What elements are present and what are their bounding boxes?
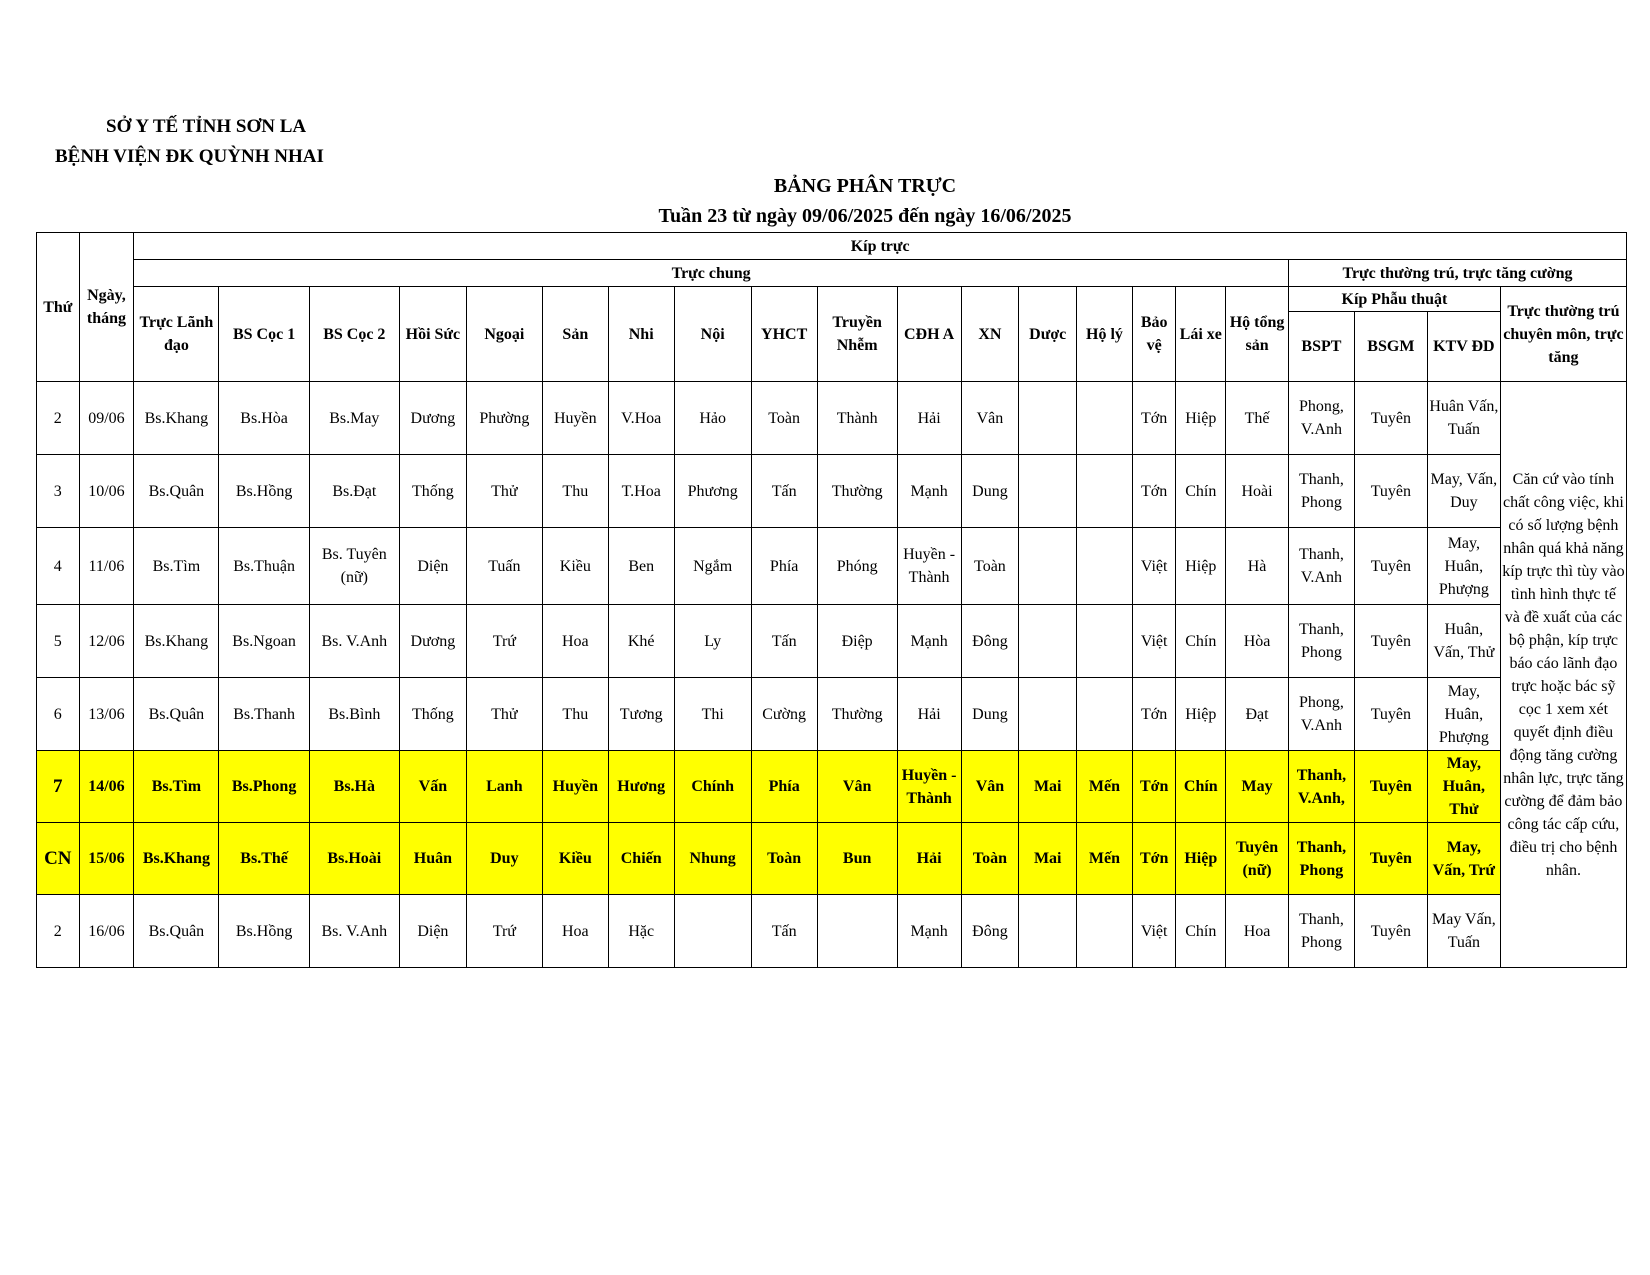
org-name-hospital: BỆNH VIỆN ĐK QUỲNH NHAI — [55, 146, 324, 167]
roster-cell — [1077, 605, 1133, 678]
header-truc-thuong-tru: Trực thường trú chuyên môn, trực tăng — [1500, 287, 1626, 382]
roster-cell: Bs.Hà — [309, 751, 399, 823]
roster-cell: Tớn — [1132, 678, 1176, 751]
cell-ngay: 14/06 — [79, 751, 134, 823]
roster-cell — [817, 895, 897, 968]
roster-cell: Vấn — [399, 751, 466, 823]
roster-cell: Tấn — [751, 455, 817, 528]
roster-cell: Duy — [466, 823, 542, 895]
roster-cell: Nhung — [674, 823, 751, 895]
roster-cell: Bs.Khang — [134, 382, 219, 455]
roster-cell: Thành — [817, 382, 897, 455]
header-col-13: Hộ lý — [1077, 287, 1133, 382]
roster-cell: Phong, V.Anh — [1288, 678, 1354, 751]
cell-ngay: 16/06 — [79, 895, 134, 968]
roster-cell: Chín — [1176, 751, 1226, 823]
roster-cell: Phía — [751, 528, 817, 605]
header-thu: Thứ — [37, 233, 80, 382]
roster-cell: Tuyên — [1354, 528, 1427, 605]
roster-cell: Vân — [961, 382, 1019, 455]
header-col-10: CĐH A — [897, 287, 961, 382]
roster-cell: Huân Vấn, Tuấn — [1427, 382, 1500, 455]
header-col-2: BS Cọc 2 — [309, 287, 399, 382]
roster-cell: Huân, Vấn, Thử — [1427, 605, 1500, 678]
table-row — [37, 678, 1627, 751]
roster-cell: Bs.Hồng — [219, 895, 309, 968]
roster-cell: Bs.Thế — [219, 823, 309, 895]
header-ngay-thang: Ngày, tháng — [79, 233, 134, 382]
roster-cell — [674, 895, 751, 968]
table-row — [37, 751, 1627, 823]
page-title: BẢNG PHÂN TRỰC — [773, 175, 957, 197]
roster-cell: Bs.Khang — [134, 605, 219, 678]
roster-cell: Cường — [751, 678, 817, 751]
roster-cell: Chín — [1176, 605, 1226, 678]
cell-thu: CN — [37, 823, 80, 895]
cell-ngay: 12/06 — [79, 605, 134, 678]
roster-cell: Tấn — [751, 895, 817, 968]
roster-cell: Tớn — [1132, 455, 1176, 528]
roster-cell: Thường — [817, 678, 897, 751]
roster-cell: Hiệp — [1176, 823, 1226, 895]
roster-cell: Bs.Hồng — [219, 455, 309, 528]
roster-cell: May, Huân, Phượng — [1427, 528, 1500, 605]
roster-cell: Huyền - Thành — [897, 751, 961, 823]
roster-cell: Hải — [897, 678, 961, 751]
roster-cell: Hoa — [542, 895, 608, 968]
header-col-15: Lái xe — [1176, 287, 1226, 382]
roster-cell: Bs.Thuận — [219, 528, 309, 605]
roster-cell: Huân — [399, 823, 466, 895]
table-row — [37, 455, 1627, 528]
roster-cell: Hương — [608, 751, 674, 823]
cell-ngay: 09/06 — [79, 382, 134, 455]
roster-cell: May Vấn, Tuấn — [1427, 895, 1500, 968]
roster-cell: Hòa — [1226, 605, 1289, 678]
roster-cell: Phong, V.Anh — [1288, 382, 1354, 455]
roster-cell — [1077, 382, 1133, 455]
roster-cell: Mạnh — [897, 895, 961, 968]
roster-cell — [1019, 528, 1077, 605]
roster-cell: Hoài — [1226, 455, 1289, 528]
roster-cell: Huyền - Thành — [897, 528, 961, 605]
roster-cell: Hoa — [542, 605, 608, 678]
roster-cell: May, Huân, Thử — [1427, 751, 1500, 823]
roster-cell: Chính — [674, 751, 751, 823]
header-col-5: Sản — [542, 287, 608, 382]
roster-cell: Tuấn — [466, 528, 542, 605]
roster-cell: Bs.Bình — [309, 678, 399, 751]
page-subtitle: Tuần 23 từ ngày 09/06/2025 đến ngày 16/06/2025 — [658, 205, 1072, 227]
roster-cell: Phương — [674, 455, 751, 528]
roster-cell: Thanh, Phong — [1288, 455, 1354, 528]
roster-cell: Dương — [399, 605, 466, 678]
roster-cell: Tớn — [1132, 382, 1176, 455]
roster-cell — [1077, 455, 1133, 528]
header-col-4: Ngoại — [466, 287, 542, 382]
cell-thu: 2 — [37, 382, 80, 455]
roster-cell: Chín — [1176, 895, 1226, 968]
cell-thu: 4 — [37, 528, 80, 605]
roster-cell: Bs. V.Anh — [309, 895, 399, 968]
roster-cell: Lanh — [466, 751, 542, 823]
table-row — [37, 895, 1627, 968]
roster-cell — [1019, 382, 1077, 455]
header-col-8: YHCT — [751, 287, 817, 382]
roster-cell: Tuyên — [1354, 678, 1427, 751]
header-col-16: Hộ tổng sản — [1226, 287, 1289, 382]
roster-cell: Mến — [1077, 751, 1133, 823]
roster-cell: Bs.Khang — [134, 823, 219, 895]
roster-cell: Dung — [961, 678, 1019, 751]
roster-cell: Bs.Quân — [134, 455, 219, 528]
cell-ngay: 11/06 — [79, 528, 134, 605]
roster-cell: Trứ — [466, 895, 542, 968]
roster-cell — [1077, 895, 1133, 968]
roster-cell: Bun — [817, 823, 897, 895]
roster-cell: V.Hoa — [608, 382, 674, 455]
cell-ngay: 10/06 — [79, 455, 134, 528]
roster-cell: Ben — [608, 528, 674, 605]
roster-cell: Bs.Tìm — [134, 751, 219, 823]
roster-cell: Bs.Quân — [134, 895, 219, 968]
header-col-17: BSPT — [1288, 312, 1354, 382]
roster-cell: Thanh, Phong — [1288, 823, 1354, 895]
roster-cell: Hải — [897, 823, 961, 895]
roster-cell: Hải — [897, 382, 961, 455]
roster-cell — [1019, 678, 1077, 751]
roster-cell: Bs. V.Anh — [309, 605, 399, 678]
roster-cell: Mai — [1019, 823, 1077, 895]
roster-cell: Toàn — [961, 823, 1019, 895]
roster-cell: Thanh, Phong — [1288, 605, 1354, 678]
roster-cell: Mến — [1077, 823, 1133, 895]
roster-cell: Toàn — [751, 382, 817, 455]
header-col-14: Bảo vệ — [1132, 287, 1176, 382]
roster-cell: Hảo — [674, 382, 751, 455]
roster-cell: Thanh, V.Anh — [1288, 528, 1354, 605]
roster-cell: May, Vấn, Duy — [1427, 455, 1500, 528]
roster-cell: Toàn — [751, 823, 817, 895]
roster-cell: Bs.May — [309, 382, 399, 455]
roster-cell — [1077, 528, 1133, 605]
cell-thu: 2 — [37, 895, 80, 968]
header-col-6: Nhi — [608, 287, 674, 382]
roster-cell: T.Hoa — [608, 455, 674, 528]
roster-cell: Phường — [466, 382, 542, 455]
roster-cell: Việt — [1132, 528, 1176, 605]
header-col-9: Truyền Nhễm — [817, 287, 897, 382]
roster-cell: Hiệp — [1176, 528, 1226, 605]
cell-thu: 5 — [37, 605, 80, 678]
roster-cell: Phía — [751, 751, 817, 823]
header-col-3: Hồi Sức — [399, 287, 466, 382]
table-row — [37, 823, 1627, 895]
table-row — [37, 382, 1627, 455]
roster-cell: Thanh, V.Anh, — [1288, 751, 1354, 823]
roster-cell: Bs.Tìm — [134, 528, 219, 605]
header-truc-chung: Trực chung — [134, 260, 1289, 287]
roster-cell — [1019, 895, 1077, 968]
roster-cell: Phóng — [817, 528, 897, 605]
roster-cell: Tuyên — [1354, 605, 1427, 678]
roster-cell: Tuyên — [1354, 382, 1427, 455]
roster-cell: Tuyên — [1354, 455, 1427, 528]
roster-cell: Huyền — [542, 751, 608, 823]
table-row — [37, 528, 1627, 605]
roster-cell: Thường — [817, 455, 897, 528]
roster-cell: Thi — [674, 678, 751, 751]
roster-cell: Tớn — [1132, 823, 1176, 895]
table-row — [37, 605, 1627, 678]
roster-cell: May, Vấn, Trứ — [1427, 823, 1500, 895]
roster-cell: Đạt — [1226, 678, 1289, 751]
roster-cell: Hoa — [1226, 895, 1289, 968]
duty-roster-table — [36, 232, 1627, 968]
roster-cell: Mai — [1019, 751, 1077, 823]
roster-cell: Tớn — [1132, 751, 1176, 823]
roster-cell: Dương — [399, 382, 466, 455]
roster-cell: Diện — [399, 895, 466, 968]
roster-cell: Diện — [399, 528, 466, 605]
cell-ngay: 15/06 — [79, 823, 134, 895]
cell-thu: 7 — [37, 751, 80, 823]
header-kip-phau-thuat: Kíp Phẫu thuật — [1288, 287, 1500, 312]
roster-cell: Ngắm — [674, 528, 751, 605]
roster-cell: Bs.Ngoan — [219, 605, 309, 678]
roster-cell — [1019, 455, 1077, 528]
header-col-11: XN — [961, 287, 1019, 382]
roster-cell: Đông — [961, 605, 1019, 678]
header-col-12: Dược — [1019, 287, 1077, 382]
roster-cell: Thống — [399, 455, 466, 528]
header-col-18: BSGM — [1354, 312, 1427, 382]
roster-cell: Toàn — [961, 528, 1019, 605]
roster-cell: May — [1226, 751, 1289, 823]
header-col-0: Trực Lãnh đạo — [134, 287, 219, 382]
roster-cell — [1019, 605, 1077, 678]
header-truc-thuong-tru-group: Trực thường trú, trực tăng cường — [1288, 260, 1626, 287]
roster-cell: Thu — [542, 678, 608, 751]
roster-cell: Hiệp — [1176, 382, 1226, 455]
roster-cell: Thống — [399, 678, 466, 751]
roster-cell: Kiều — [542, 823, 608, 895]
roster-cell: Thử — [466, 678, 542, 751]
roster-cell: May, Huân, Phượng — [1427, 678, 1500, 751]
roster-cell: Bs.Phong — [219, 751, 309, 823]
header-col-19: KTV ĐD — [1427, 312, 1500, 382]
roster-cell: Chiến — [608, 823, 674, 895]
roster-cell: Bs. Tuyên (nữ) — [309, 528, 399, 605]
cell-thu: 3 — [37, 455, 80, 528]
roster-cell: Trứ — [466, 605, 542, 678]
roster-cell: Vân — [961, 751, 1019, 823]
cell-ngay: 13/06 — [79, 678, 134, 751]
roster-cell: Bs.Hoài — [309, 823, 399, 895]
roster-cell: Hặc — [608, 895, 674, 968]
header-col-1: BS Cọc 1 — [219, 287, 309, 382]
roster-cell: Kiều — [542, 528, 608, 605]
roster-cell: Bs.Hòa — [219, 382, 309, 455]
roster-cell: Chín — [1176, 455, 1226, 528]
roster-cell: Vân — [817, 751, 897, 823]
roster-cell: Mạnh — [897, 455, 961, 528]
roster-cell: Hà — [1226, 528, 1289, 605]
roster-cell: Tuyên — [1354, 823, 1427, 895]
roster-cell: Mạnh — [897, 605, 961, 678]
roster-cell: Thu — [542, 455, 608, 528]
roster-cell: Thanh, Phong — [1288, 895, 1354, 968]
roster-cell: Thế — [1226, 382, 1289, 455]
roster-cell: Đông — [961, 895, 1019, 968]
roster-cell: Tuyên — [1354, 751, 1427, 823]
roster-cell: Ly — [674, 605, 751, 678]
header-col-7: Nội — [674, 287, 751, 382]
org-name-department: SỞ Y TẾ TỈNH SƠN LA — [106, 116, 307, 137]
roster-cell: Hiệp — [1176, 678, 1226, 751]
roster-cell: Thử — [466, 455, 542, 528]
roster-cell: Việt — [1132, 895, 1176, 968]
roster-cell — [1077, 678, 1133, 751]
roster-cell: Tuyên (nữ) — [1226, 823, 1289, 895]
roster-cell: Tấn — [751, 605, 817, 678]
note-cell: Căn cứ vào tính chất công việc, khi có số lượng bệnh nhân quá khả năng kíp trực thì tùy vào tình hình thực tế và đề xuất của các bộ phận, kíp trực báo cáo lãnh đạo trực hoặc bác sỹ cọc 1 xem xét quyết định điều động tăng cường nhân lực, trực tăng cường để đảm bảo công tác cấp cứu, điều trị cho bệnh nhân. — [1500, 382, 1626, 968]
roster-cell: Bs.Đạt — [309, 455, 399, 528]
cell-thu: 6 — [37, 678, 80, 751]
roster-cell: Tương — [608, 678, 674, 751]
roster-cell: Tuyên — [1354, 895, 1427, 968]
roster-cell: Việt — [1132, 605, 1176, 678]
roster-cell: Huyền — [542, 382, 608, 455]
roster-cell: Bs.Thanh — [219, 678, 309, 751]
header-kip-truc: Kíp trực — [134, 233, 1627, 260]
roster-cell: Điệp — [817, 605, 897, 678]
roster-cell: Bs.Quân — [134, 678, 219, 751]
roster-cell: Khé — [608, 605, 674, 678]
roster-cell: Dung — [961, 455, 1019, 528]
